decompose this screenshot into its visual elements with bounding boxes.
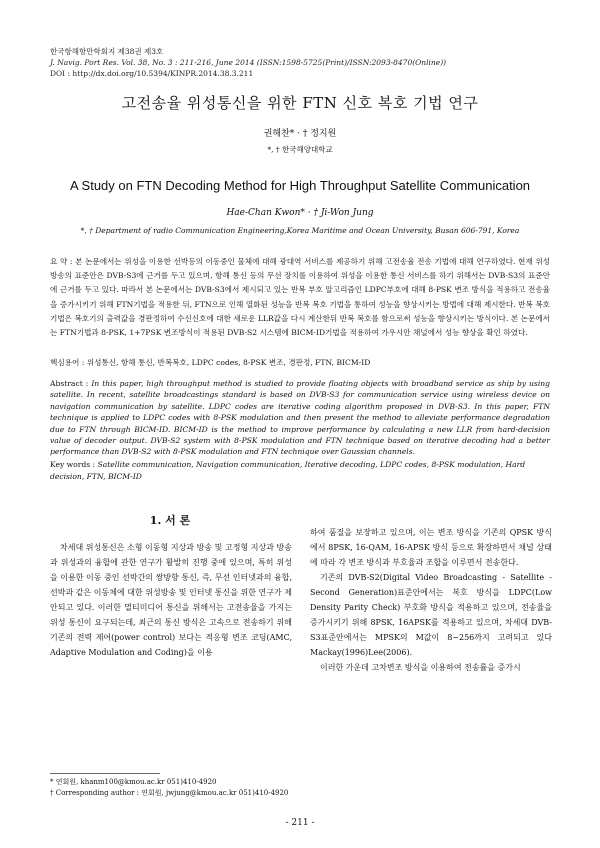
paragraph: 이러한 가운데 고차변조 방식을 이용하여 전송률을 증가시	[320, 663, 521, 672]
paragraph: 차세대 위성통신은 소형 이동형 지상과 방송 및 고정형 지상과 방송과 위성과의 융합에 관한 연구가 활발히 진행 중에 있으며, 특히 위성을 이용한 이동 중인 선박간의 쌍방향 통신, 즉, 무선 인터넷과의 융합, 선박과 같은 이동체에 대한 위성방송 및 인터넷 통신을 위한 연구가 제안되고 있다. 이러한 멀티미디어 통신을 위해서는 고전송율을 가지는 위성 통신이 요구되는데, 최근의 통신 방식은 고속으로 전송하기 위해 기존의 전력 제어(power control) 보다는 적응형 변조 코딩(AMC, Adaptive Modulation and Coding)을 이용	[50, 543, 292, 657]
journal-citation: J. Navig. Port Res. Vol. 38, No. 3 : 211-216, June 2014 (ISSN:1598-5725(Print)/ISSN:2093-8470(Online))	[50, 58, 447, 67]
journal-header	[50, 46, 550, 79]
abstract-label: Abstract :	[50, 379, 89, 388]
authors-korean: 권해찬* · † 정지원	[263, 129, 337, 139]
footnote: † Corresponding author : 연회원, jwjung@kmou.ac.kr 051)410-4920	[50, 789, 289, 797]
abstract-korean: 요 약 : 본 논문에서는 위성을 이용한 선박등의 이동중인 물체에 대해 광대역 서비스를 제공하기 위해 고전송율 전송 기법에 대해 연구하였다. 현재 위성 방송의 표준안은 DVB-S3에 근거를 두고 있으며, 항해 통신 등의 무선 장치를 이용하여 위성을 이용한 통신 서비스를 하기 위해서는 DVB-S3의 표준안에 근거를 두고 있다. 따라서 본 논문에서는 DVB-S3에서 제시되고 있는 반복 부호 알고리즘인 LDPC부호에 대해 8-PSK 변조 방식을 적용하고 전송율을 증가시키기 위해 FTN기법을 적용한 뒤, FTN으로 인해 열화된 성능을 반복 복호 기법을 통하여 성능을 향상시키는 방법에 대해 제시한다. 반복 복호 기법은 복호기의 출력값을 경판정하여 수신신호에 대한 새로운 LLR값을 다시 계산한뒤 반복 복호를 함으로써 성능을 향상시키는 방식이다. 본 논문에서는 FTN기법과 8-PSK, 1+7PSK 변조방식이 적용된 DVB-S2 시스템에 BICM-ID기법을 적용하여 가우시안 채널에서 성능 향상을 확인 하였다.	[50, 257, 550, 338]
affiliation-korean: *, † 한국해양대학교	[267, 145, 333, 154]
footnote: * 연회원, khanm100@kmou.ac.kr 051)410-4920	[50, 778, 217, 786]
keywords-korean: 핵심용어 : 위성통신, 항해 통신, 반복복호, LDPC codes, 8-PSK 변조, 경판정, FTN, BICM-ID	[50, 358, 371, 367]
page-number: - 211 -	[285, 818, 315, 828]
footnotes	[50, 777, 350, 799]
paragraph: 하여 품질을 보장하고 있으며, 이는 변조 방식을 기존의 QPSK 방식에서 8PSK, 16-QAM, 16-APSK 방식 등으로 확장하면서 채널 상태에 따라 각 변조 방식과 부호율과 조합을 이루면서 전송한다.	[310, 528, 552, 567]
body-column-left	[50, 540, 292, 660]
body-column-right	[310, 525, 552, 675]
title-korean: 고전송율 위성통신을 위한 FTN 신호 복호 기법 연구	[121, 94, 479, 112]
authors-english: Hae-Chan Kwon* · † Ji-Won Jung	[226, 208, 374, 218]
affiliation-english: *, † Department of radio Communication Engineering,Korea Maritime and Ocean University, Busan 606-791, Korea	[80, 226, 520, 235]
keywords-label: Key words :	[50, 460, 96, 469]
abstract-english-text: In this paper, high throughput method is studied to provide floating objects with broadband service as ship by using satellite. In recent, satellite broadcastings standard is based on DVB-S3 for communication service using wireless device on navigation communication by satellite. LDPC codes are iterative coding algorithm proposed in DVB-S3. In this paper, FTN technique is applied to LDPC codes with 8-PSK modulation and then present the method to alleviate performance degradation due to FTN through BICM-ID. BICM-ID is the method to improve performance by calculating a new LLR from hard-decision value of decoder output. DVB-S2 system with 8-PSK modulation and FTN technique based on iterative decoding had a better performance than DVB-S2 with 8-PSK modulation and FTN technique over Gaussian channels.	[50, 379, 550, 457]
section-heading: 1. 서 론	[149, 514, 191, 527]
keywords-english-text: Satellite communication, Navigation communication, Iterative decoding, LDPC codes, 8-PSK modulation, Hard decision, FTN, BICM-ID	[50, 460, 526, 481]
journal-name: 한국항해항만학회지 제38권 제3호	[50, 47, 164, 56]
abstract-english	[50, 378, 550, 458]
title-english: A Study on FTN Decoding Method for High Throughput Satellite Communication	[69, 178, 531, 193]
footnote-rule	[50, 773, 160, 774]
keywords-english	[50, 459, 550, 483]
doi: DOI : http://dx.doi.org/10.5394/KINPR.2014.38.3.211	[50, 69, 254, 78]
paragraph: 기존의 DVB-S2(Digital Video Broadcasting - Satellite - Second Generation)표준안에서는 복호 방식을 LDPC(Low Density Parity Check) 부호화 방식을 적용하고 있으며, 전송율을 증가시키기 위해 8PSK, 16APSK를 적용하고 있으며, 차세대 DVB-S3표준안에서는 MPSK의 M값이 8~256까지 고려되고 있다Mackay(1996)Lee(2006).	[310, 573, 552, 657]
